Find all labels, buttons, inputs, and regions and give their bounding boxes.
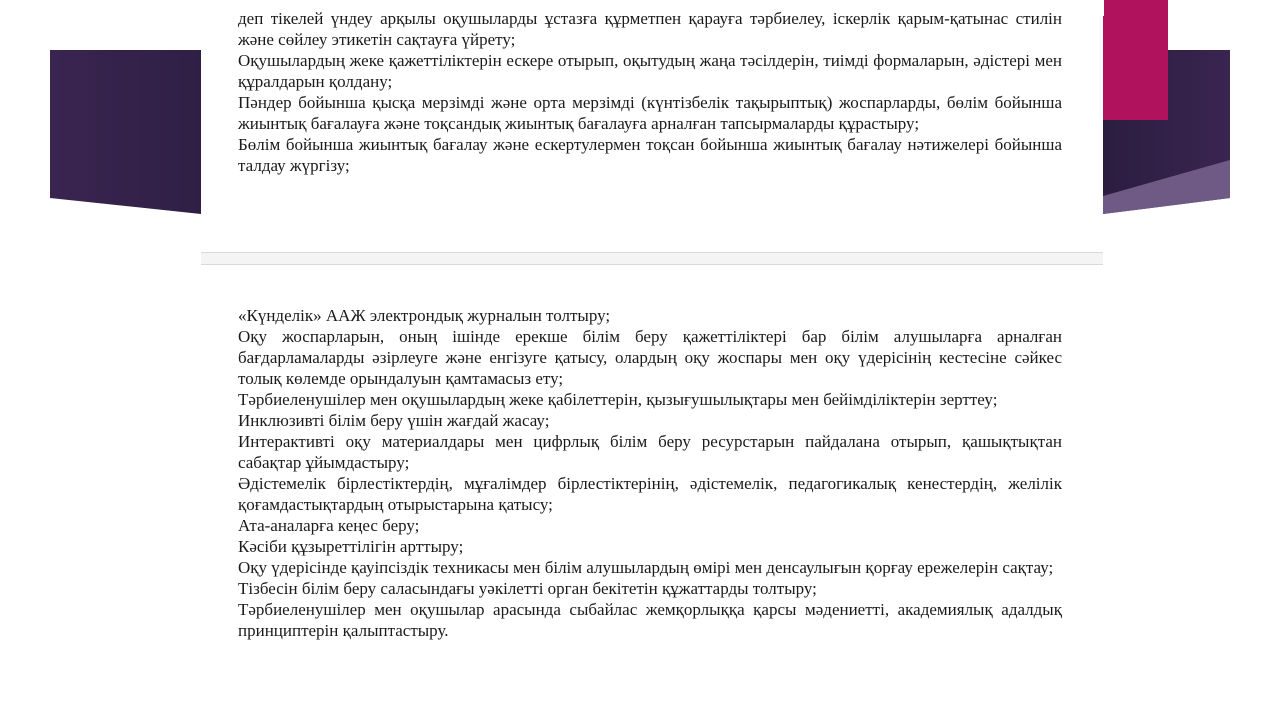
paragraph: Ата-аналарға кеңес беру; bbox=[238, 516, 420, 535]
paragraph: Тізбесін білім беру саласындағы уәкілетті орган бекітетін құжаттарды толтыру; bbox=[238, 579, 817, 598]
top-page-text bbox=[238, 8, 1062, 176]
paragraph: Оқу үдерісінде қауіпсіздік техникасы мен білім алушылардың өмірі мен денсаулығын қорғау ережелерін сақтау; bbox=[238, 558, 1054, 577]
accent-block bbox=[1096, 0, 1168, 120]
paragraph: Әдістемелік бірлестіктердің, мұғалімдер бірлестіктерінің, әдістемелік, педагогикалық кенестердің, желілік қоғамдастықтардың отырыстарына қатысу; bbox=[238, 474, 1062, 514]
paragraph: Пәндер бойынша қысқа мерзімді және орта мерзімді (күнтізбелік тақырыптық) жоспарларды, бөлім бойынша жиынтық бағалауға және тоқсандық жиынтық бағалауға арналған тапсырмаларды құрастыру; bbox=[238, 93, 1062, 133]
paragraph: Интерактивті оқу материалдары мен цифрлық білім беру ресурстарын пайдалана отырып, қашықтықтан сабақтар ұйымдастыру; bbox=[238, 432, 1062, 472]
bottom-page-text bbox=[238, 305, 1062, 641]
paragraph: Тәрбиеленушілер мен оқушылар арасында сыбайлас жемқорлыққа қарсы мәдениетті, академиялық адалдық принциптерін қалыптастыру. bbox=[238, 600, 1062, 640]
paragraph: Оқушылардың жеке қажеттіліктерін ескере отырып, оқытудың жаңа тәсілдерін, тиімді формаларын, әдістері мен құралдарын қолдану; bbox=[238, 51, 1062, 91]
left-theme-band bbox=[50, 50, 201, 214]
paragraph: деп тікелей үндеу арқылы оқушыларды ұстазға құрметпен қарауға тәрбиелеу, іскерлік қарым-қатынас стилін және сөйлеу этикетін сақтауға үйрету; bbox=[238, 9, 1062, 49]
paragraph: Инклюзивті білім беру үшін жағдай жасау; bbox=[238, 411, 550, 430]
paragraph: Бөлім бойынша жиынтық бағалау және ескертулермен тоқсан бойынша жиынтық бағалау нәтижелері бойынша талдау жүргізу; bbox=[238, 135, 1062, 175]
paragraph: Тәрбиеленушілер мен оқушылардың жеке қабілеттерін, қызығушылықтары мен бейімділіктерін зерттеу; bbox=[238, 390, 998, 409]
page-separator bbox=[201, 252, 1103, 265]
paragraph: «Күнделік» ААЖ электрондық журналын толтыру; bbox=[238, 306, 611, 325]
paragraph: Оқу жоспарларын, оның ішінде ерекше білім беру қажеттіліктері бар білім алушыларға арналған бағдарламаларды әзірлеуге және енгізуге қатысу, олардың оқу жоспары мен оқу үдерісінің кестесіне сәйкес толық көлемде орындалуын қамтамасыз ету; bbox=[238, 327, 1062, 388]
paragraph: Кәсіби құзыреттілігін арттыру; bbox=[238, 537, 464, 556]
